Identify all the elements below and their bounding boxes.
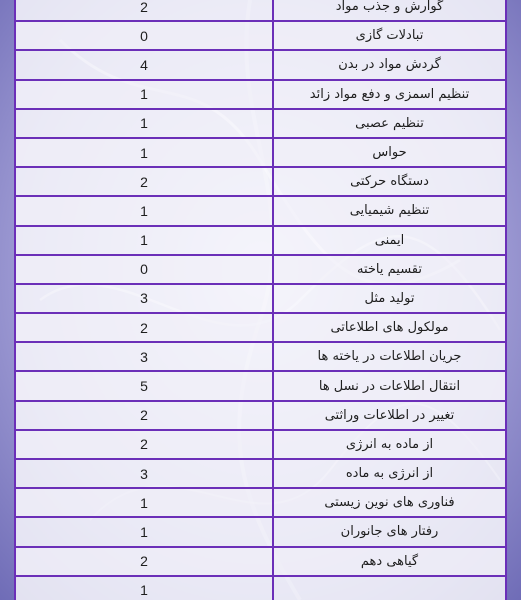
table-row <box>15 80 506 109</box>
question-count-cell: 0 <box>15 255 273 284</box>
table-row <box>15 430 506 459</box>
table-row <box>15 371 506 400</box>
question-count-cell: 2 <box>15 401 273 430</box>
question-count-cell: 2 <box>15 547 273 576</box>
table-row <box>15 226 506 255</box>
topic-name-cell: رفتار های جانوران <box>273 517 506 546</box>
table-row <box>15 547 506 576</box>
topic-name-cell: ایمنی <box>273 226 506 255</box>
question-count-cell: 2 <box>15 430 273 459</box>
topic-name-cell: تولید مثل <box>273 284 506 313</box>
topic-name-cell: حواس <box>273 138 506 167</box>
question-count-cell: 1 <box>15 196 273 225</box>
table-row <box>15 255 506 284</box>
topic-name-cell: تبادلات گازی <box>273 21 506 50</box>
topic-name-cell: مولکول های اطلاعاتی <box>273 313 506 342</box>
topic-name-cell: جریان اطلاعات در یاخته ها <box>273 342 506 371</box>
table-row <box>15 138 506 167</box>
table-row <box>15 284 506 313</box>
table-row <box>15 167 506 196</box>
table-row <box>15 313 506 342</box>
table-row <box>15 0 506 21</box>
table-row <box>15 517 506 546</box>
topic-name-cell: فناوری های نوین زیستی <box>273 488 506 517</box>
question-count-cell: 2 <box>15 0 273 21</box>
question-count-cell: 1 <box>15 138 273 167</box>
question-count-cell: 2 <box>15 313 273 342</box>
table-row <box>15 459 506 488</box>
topic-name-cell: تغییر در اطلاعات وراثتی <box>273 401 506 430</box>
topic-name-cell: از ماده به انرژی <box>273 430 506 459</box>
topic-name-cell <box>273 576 506 600</box>
question-count-cell: 3 <box>15 342 273 371</box>
topic-name-cell: تنظیم اسمزی و دفع مواد زائد <box>273 80 506 109</box>
table-row <box>15 401 506 430</box>
topic-name-cell: دستگاه حرکتی <box>273 167 506 196</box>
table-row <box>15 21 506 50</box>
topic-name-cell: تنظیم شیمیایی <box>273 196 506 225</box>
table-body <box>15 0 506 600</box>
topic-count-table <box>14 0 507 600</box>
table-row <box>15 50 506 79</box>
topic-count-table-container <box>14 0 505 600</box>
question-count-cell: 1 <box>15 80 273 109</box>
table-row <box>15 342 506 371</box>
topic-name-cell: از انرژی به ماده <box>273 459 506 488</box>
question-count-cell: 4 <box>15 50 273 79</box>
question-count-cell: 1 <box>15 576 273 600</box>
topic-name-cell: تقسیم یاخته <box>273 255 506 284</box>
question-count-cell: 3 <box>15 284 273 313</box>
question-count-cell: 2 <box>15 167 273 196</box>
question-count-cell: 0 <box>15 21 273 50</box>
topic-name-cell: انتقال اطلاعات در نسل ها <box>273 371 506 400</box>
question-count-cell: 1 <box>15 517 273 546</box>
topic-name-cell: گیاهی دهم <box>273 547 506 576</box>
topic-name-cell: گوارش و جذب مواد <box>273 0 506 21</box>
question-count-cell: 1 <box>15 488 273 517</box>
topic-name-cell: گردش مواد در بدن <box>273 50 506 79</box>
question-count-cell: 3 <box>15 459 273 488</box>
table-row <box>15 488 506 517</box>
question-count-cell: 1 <box>15 226 273 255</box>
topic-name-cell: تنظیم عصبی <box>273 109 506 138</box>
question-count-cell: 1 <box>15 109 273 138</box>
table-row <box>15 576 506 600</box>
table-row <box>15 109 506 138</box>
question-count-cell: 5 <box>15 371 273 400</box>
table-row <box>15 196 506 225</box>
